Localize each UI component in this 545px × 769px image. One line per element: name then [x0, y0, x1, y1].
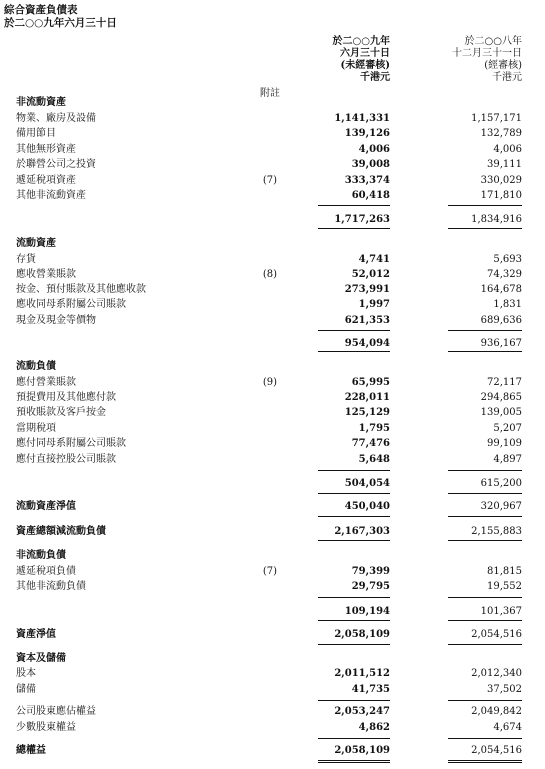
- row-label: 資產總額減流動負債: [16, 526, 106, 537]
- col1-line2: 六月三十日: [340, 48, 390, 59]
- value-2008: 81,815: [487, 566, 522, 577]
- single-rule: [448, 597, 522, 598]
- value-2008: 2,049,842: [471, 706, 522, 717]
- value-2009: 954,094: [344, 338, 390, 349]
- value-2009: 5,648: [358, 454, 390, 465]
- row-label: 少數股東權益: [16, 722, 76, 733]
- col2-line2: 十二月三十一日: [452, 48, 522, 59]
- line-item-row: [0, 158, 545, 172]
- section-heading: [0, 652, 545, 666]
- single-rule: [318, 738, 390, 739]
- single-rule: [318, 351, 390, 352]
- page-title: 綜合資產負債表: [4, 4, 78, 16]
- value-2008: 320,967: [480, 501, 522, 512]
- single-rule: [318, 620, 390, 621]
- row-label: 非流動資產: [16, 97, 66, 108]
- line-item-row: [0, 525, 545, 539]
- single-rule: [318, 493, 390, 494]
- line-item-row: [0, 376, 545, 390]
- subtotal-row: [0, 337, 545, 351]
- value-2009: 333,374: [344, 175, 390, 186]
- line-item-row: [0, 253, 545, 267]
- page-subtitle: 於二○○九年六月三十日: [4, 17, 117, 29]
- row-label: 其他非流動資產: [16, 190, 86, 201]
- value-2009: 4,741: [358, 254, 390, 265]
- note-column-header: 附註: [260, 88, 280, 99]
- column-header-2009: [300, 36, 390, 84]
- single-rule: [318, 205, 390, 206]
- single-rule: [448, 493, 522, 494]
- value-2009: 1,997: [358, 299, 390, 310]
- single-rule: [318, 470, 390, 471]
- value-2009: 2,058,109: [334, 745, 390, 756]
- value-2009: 4,862: [358, 722, 390, 733]
- row-label: 公司股東應佔權益: [16, 706, 96, 717]
- row-label: 遞延稅項資產: [16, 175, 76, 186]
- line-item-row: [0, 127, 545, 141]
- line-item-row: [0, 580, 545, 594]
- single-rule: [318, 228, 390, 229]
- value-2008: 2,054,516: [471, 745, 522, 756]
- row-label: 流動資產: [16, 238, 56, 249]
- value-2009: 4,006: [358, 144, 390, 155]
- line-item-row: [0, 406, 545, 420]
- row-note: (9): [262, 377, 278, 388]
- line-item-row: [0, 268, 545, 282]
- line-item-row: [0, 721, 545, 735]
- row-note: (8): [262, 269, 278, 280]
- row-label: 股本: [16, 668, 36, 679]
- row-label: 存貨: [16, 254, 36, 265]
- single-rule: [448, 644, 522, 645]
- value-2008: 615,200: [480, 478, 522, 489]
- col1-line3: (未經審核): [340, 60, 390, 71]
- line-item-row: [0, 453, 545, 467]
- line-item-row: [0, 112, 545, 126]
- row-label: 遞延稅項負債: [16, 566, 76, 577]
- col1-line1: 於二○○九年: [332, 36, 390, 47]
- row-label: 備用節目: [16, 128, 56, 139]
- section-heading: [0, 237, 545, 251]
- value-2008: 294,865: [480, 392, 522, 403]
- value-2009: 1,795: [358, 423, 390, 434]
- single-rule: [448, 516, 522, 517]
- single-rule: [318, 597, 390, 598]
- value-2009: 273,991: [344, 284, 390, 295]
- value-2008: 139,005: [480, 407, 522, 418]
- row-label: 流動負債: [16, 361, 56, 372]
- line-item-row: [0, 283, 545, 297]
- line-item-row: [0, 628, 545, 642]
- single-rule: [448, 620, 522, 621]
- line-item-row: [0, 500, 545, 514]
- line-item-row: [0, 422, 545, 436]
- value-2008: 689,636: [480, 315, 522, 326]
- value-2008: 132,789: [480, 128, 522, 139]
- value-2009: 77,476: [351, 438, 390, 449]
- row-note: (7): [262, 566, 278, 577]
- single-rule: [318, 540, 390, 541]
- value-2009: 29,795: [351, 581, 390, 592]
- single-rule: [448, 228, 522, 229]
- col1-line4: 千港元: [360, 72, 390, 83]
- row-label: 儲備: [16, 684, 36, 695]
- value-2008: 4,674: [493, 722, 522, 733]
- line-item-row: [0, 143, 545, 157]
- value-2008: 99,109: [487, 438, 522, 449]
- section-heading: [0, 549, 545, 563]
- row-label: 其他非流動負債: [16, 581, 86, 592]
- value-2009: 52,012: [351, 269, 390, 280]
- row-label: 其他無形資產: [16, 144, 76, 155]
- subtotal-row: [0, 477, 545, 491]
- row-label: 應收營業賬款: [16, 269, 76, 280]
- row-label: 按金、預付賬款及其他應收款: [16, 284, 146, 295]
- value-2009: 1,717,263: [334, 214, 390, 225]
- value-2009: 60,418: [351, 190, 390, 201]
- value-2008: 101,367: [480, 606, 522, 617]
- value-2008: 74,329: [487, 269, 522, 280]
- single-rule: [448, 540, 522, 541]
- value-2009: 2,058,109: [334, 629, 390, 640]
- double-rule: [318, 760, 390, 763]
- value-2008: 72,117: [487, 377, 522, 388]
- value-2008: 37,502: [487, 684, 522, 695]
- row-label: 應付直接控股公司賬款: [16, 454, 116, 465]
- row-label: 資本及儲備: [16, 653, 66, 664]
- single-rule: [448, 700, 522, 701]
- row-label: 應付營業賬款: [16, 377, 76, 388]
- row-label: 非流動負債: [16, 550, 66, 561]
- value-2009: 39,008: [351, 159, 390, 170]
- col2-line3: (經審核): [484, 60, 522, 71]
- value-2009: 139,126: [344, 128, 390, 139]
- row-label: 物業、廠房及設備: [16, 113, 96, 124]
- single-rule: [448, 205, 522, 206]
- row-label: 於聯營公司之投資: [16, 159, 96, 170]
- value-2008: 1,831: [493, 299, 522, 310]
- line-item-row: [0, 565, 545, 579]
- line-item-row: [0, 189, 545, 203]
- row-label: 預提費用及其他應付款: [16, 392, 116, 403]
- row-note: (7): [262, 175, 278, 186]
- section-heading: [0, 360, 545, 374]
- row-label: 應付同母系附屬公司賬款: [16, 438, 126, 449]
- value-2009: 1,141,331: [334, 113, 390, 124]
- value-2008: 2,155,883: [471, 526, 522, 537]
- value-2009: 125,129: [344, 407, 390, 418]
- value-2008: 5,693: [493, 254, 522, 265]
- value-2008: 4,006: [493, 144, 522, 155]
- value-2008: 1,157,171: [471, 113, 522, 124]
- value-2009: 65,995: [351, 377, 390, 388]
- subtotal-row: [0, 213, 545, 227]
- value-2008: 936,167: [480, 338, 522, 349]
- value-2008: 2,054,516: [471, 629, 522, 640]
- value-2009: 2,053,247: [334, 706, 390, 717]
- double-rule: [448, 760, 522, 763]
- col2-line4: 千港元: [492, 72, 522, 83]
- row-label: 流動資產淨值: [16, 501, 76, 512]
- value-2008: 39,111: [487, 159, 522, 170]
- subtotal-row: [0, 605, 545, 619]
- single-rule: [318, 516, 390, 517]
- row-label: 總權益: [16, 745, 46, 756]
- single-rule: [448, 738, 522, 739]
- line-item-row: [0, 667, 545, 681]
- value-2008: 1,834,916: [471, 214, 522, 225]
- value-2009: 504,054: [344, 478, 390, 489]
- line-item-row: [0, 298, 545, 312]
- line-item-row: [0, 391, 545, 405]
- row-label: 資產淨值: [16, 629, 56, 640]
- col2-line1: 於二○○八年: [464, 36, 522, 47]
- value-2008: 4,897: [493, 454, 522, 465]
- value-2008: 164,678: [480, 284, 522, 295]
- line-item-row: [0, 174, 545, 188]
- value-2008: 19,552: [487, 581, 522, 592]
- value-2009: 450,040: [344, 501, 390, 512]
- section-heading: [0, 96, 545, 110]
- value-2008: 2,012,340: [471, 668, 522, 679]
- line-item-row: [0, 744, 545, 758]
- single-rule: [318, 700, 390, 701]
- row-label: 應收同母系附屬公司賬款: [16, 299, 126, 310]
- value-2009: 2,167,303: [334, 526, 390, 537]
- value-2009: 2,011,512: [334, 668, 390, 679]
- line-item-row: [0, 437, 545, 451]
- value-2008: 330,029: [480, 175, 522, 186]
- row-label: 現金及現金等價物: [16, 315, 96, 326]
- value-2009: 79,399: [351, 566, 390, 577]
- value-2009: 109,194: [344, 606, 390, 617]
- column-header-2008: [430, 36, 522, 84]
- row-label: 當期稅項: [16, 423, 56, 434]
- value-2008: 171,810: [480, 190, 522, 201]
- value-2009: 228,011: [344, 392, 390, 403]
- line-item-row: [0, 314, 545, 328]
- single-rule: [318, 330, 390, 331]
- value-2009: 41,735: [351, 684, 390, 695]
- single-rule: [448, 470, 522, 471]
- value-2009: 621,353: [344, 315, 390, 326]
- single-rule: [448, 330, 522, 331]
- line-item-row: [0, 705, 545, 719]
- single-rule: [318, 644, 390, 645]
- row-label: 預收賬款及客戶按金: [16, 407, 106, 418]
- single-rule: [448, 351, 522, 352]
- line-item-row: [0, 683, 545, 697]
- value-2008: 5,207: [493, 423, 522, 434]
